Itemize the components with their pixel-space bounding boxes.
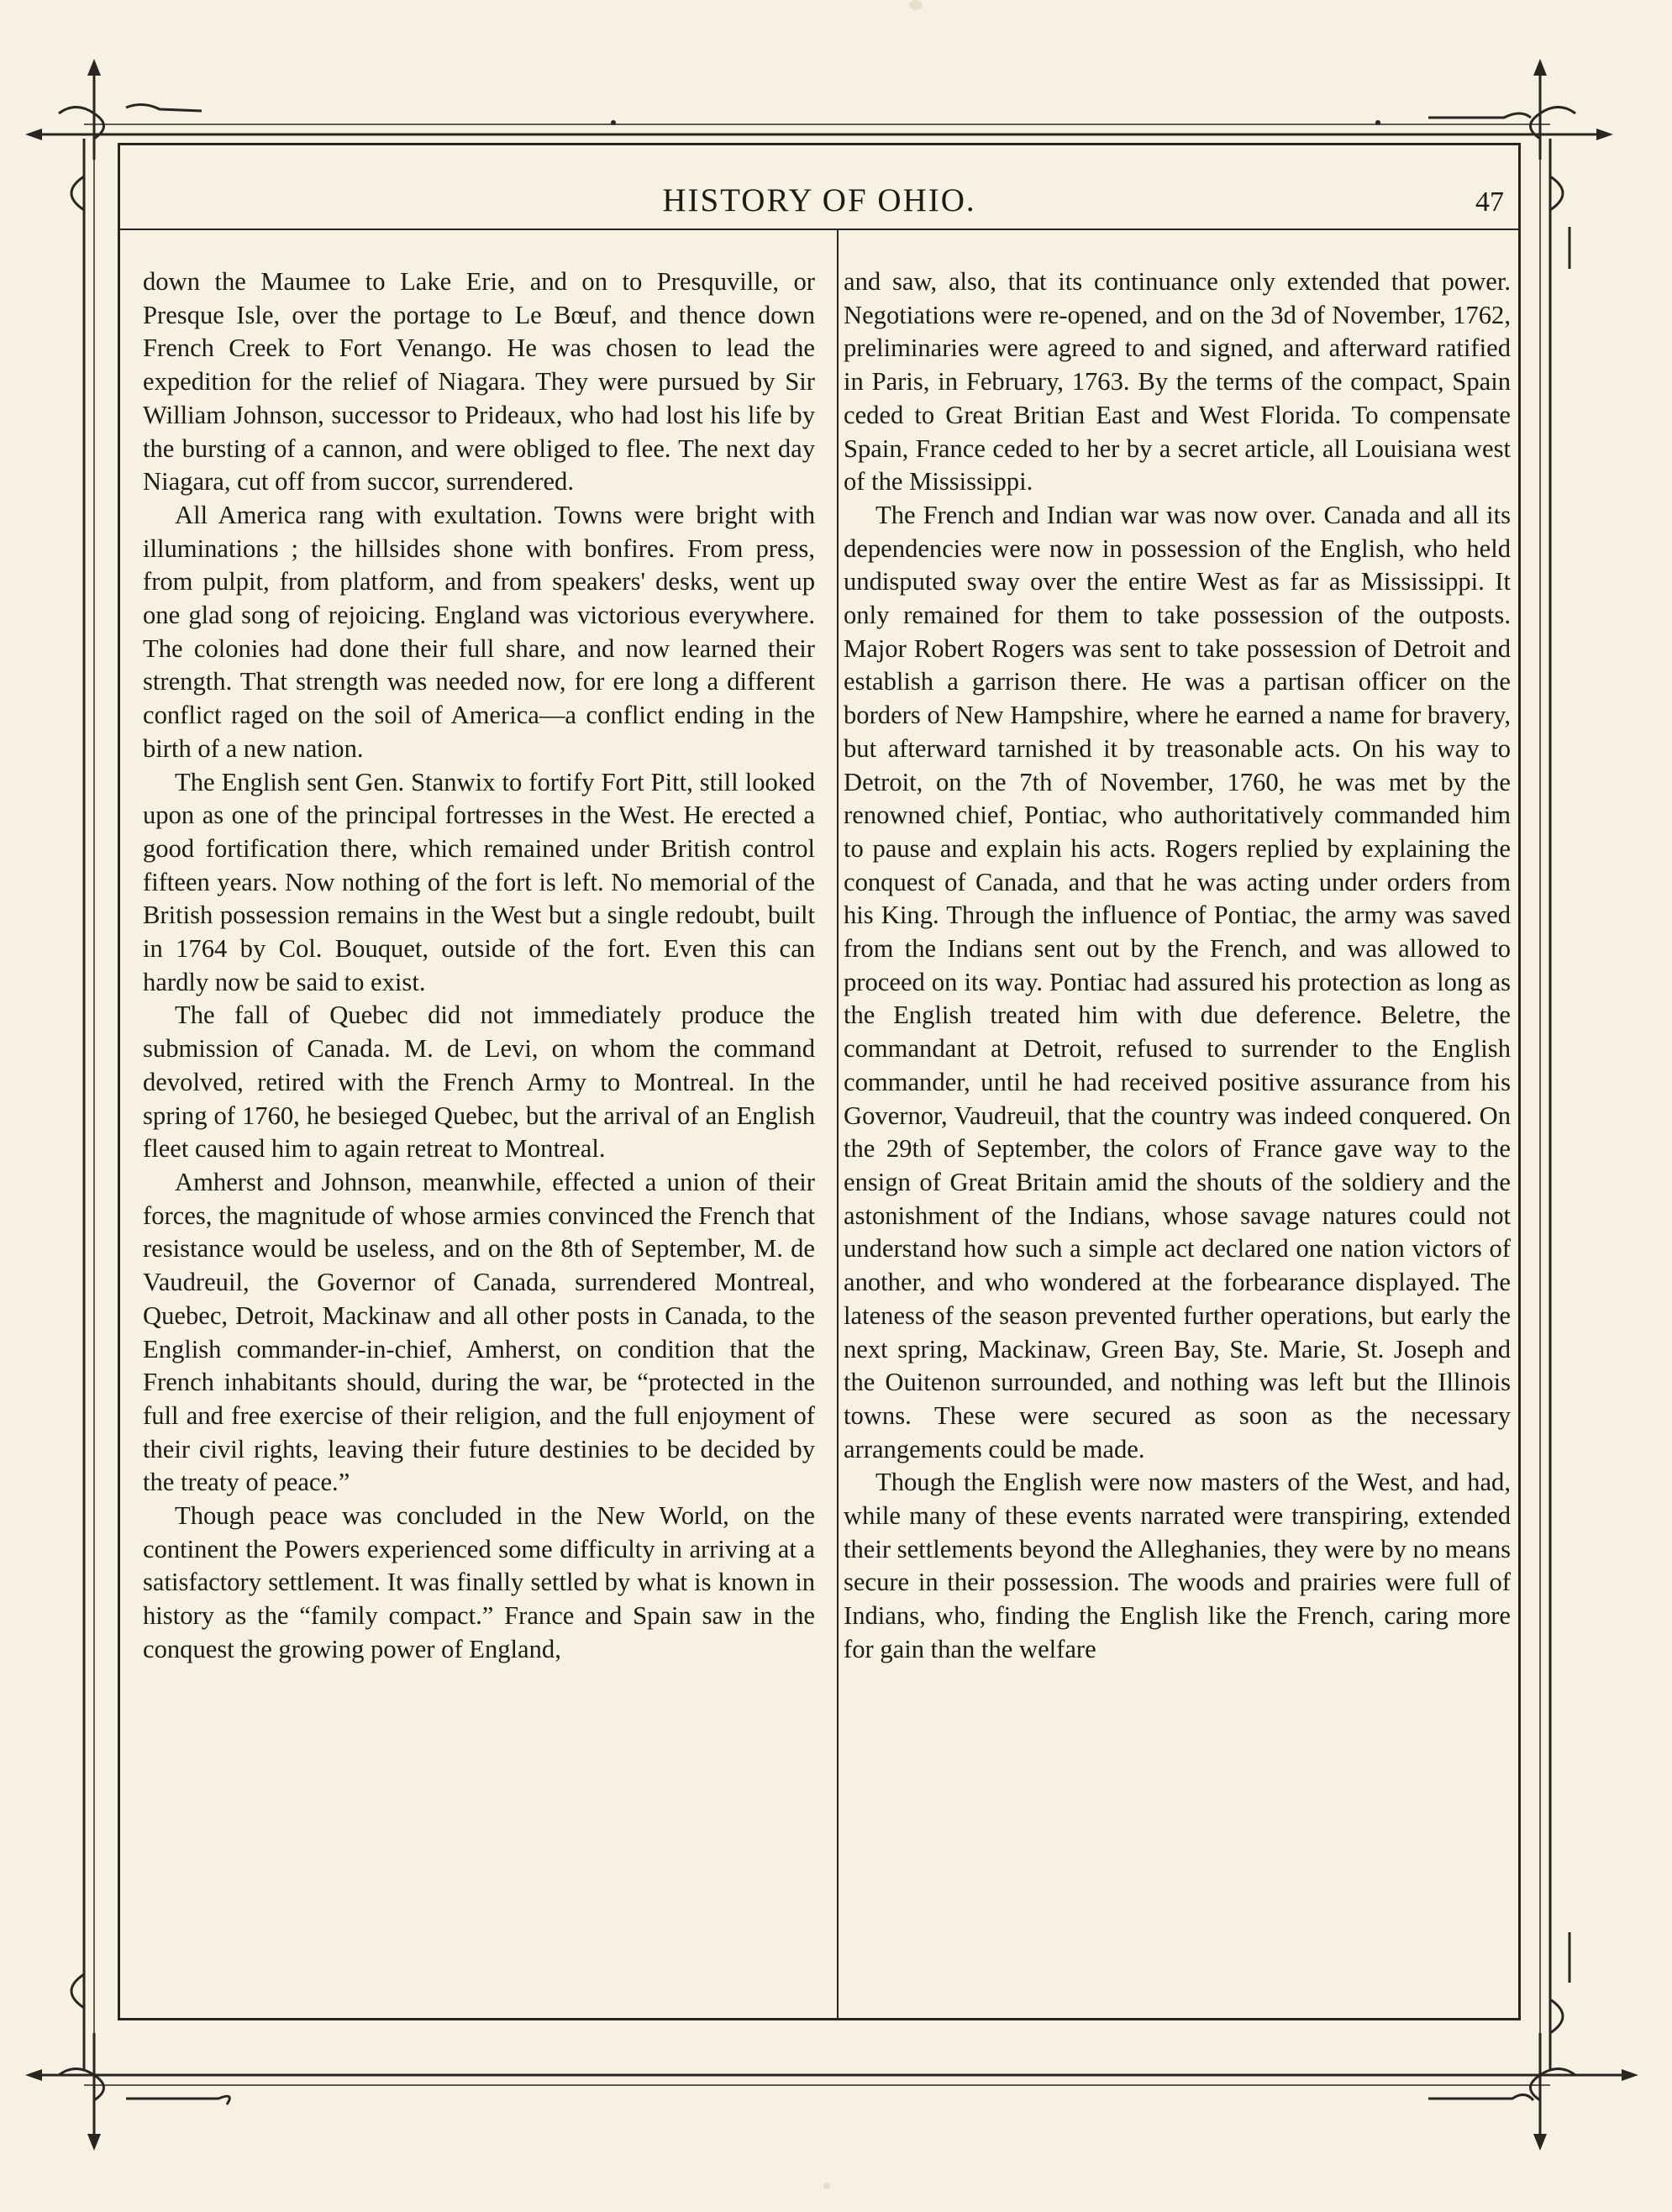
paragraph: The fall of Quebec did not immediately produce the submission of Canada. M. de Levi, on whom the command devolved, retired with the French Army to Montreal. In the spring of 1760, he besieged Quebec, but the arrival of an English fleet caused him to again retreat to Montreal. <box>143 1001 815 1164</box>
left-column <box>143 265 815 1667</box>
running-title: HISTORY OF OHIO. <box>662 182 976 218</box>
header-rule <box>118 229 1521 230</box>
column-divider <box>837 230 839 2018</box>
page-number: 47 <box>1475 187 1504 218</box>
paragraph: and saw, also, that its continuance only extended that power. Negotiations were re-opened, and on the 3d of November, 1762, preliminaries were agreed to and signed, and afterward ratified in Paris, in February, 1763. By the terms of the compact, Spain ceded to Great Britian East and West Florida. To compensate Spain, France ceded to her by a secret article, all Louisiana west of the Mississippi. <box>844 267 1511 497</box>
paper-stain <box>909 0 923 10</box>
paragraph: Though peace was concluded in the New World, on the continent the Powers experienced some difficulty in arriving at a satisfactory settlement. It was finally settled by what is known in history as the “family compact.” France and Spain saw in the conquest the growing power of England, <box>143 1501 815 1663</box>
paper-stain <box>823 2183 830 2189</box>
paragraph: The English sent Gen. Stanwix to fortify Fort Pitt, still looked upon as one of the principal fortresses in the West. He erected a good fortification there, which remained under British control fifteen years. Now nothing of the fort is left. No memorial of the British possession remains in the West but a single redoubt, built in 1764 by Col. Bouquet, outside of the fort. Even this can hardly now be said to exist. <box>143 767 815 996</box>
paragraph: Amherst and Johnson, meanwhile, effected a union of their forces, the magnitude of whose armies convinced the French that resistance would be useless, and on the 8th of September, M. de Vaudreuil, the Governor of Canada, surrendered Montreal, Quebec, Detroit, Mackinaw and all other posts in Canada, to the English commander-in-chief, Amherst, on condition that the French inhabitants should, during the war, be “protected in the full and free exercise of their religion, and the full enjoyment of their civil rights, leaving their future destinies to be decided by the treaty of peace.” <box>143 1167 815 1497</box>
paragraph: Though the English were now masters of the West, and had, while many of these events narrated were transpiring, extended their settlements beyond the Alleghanies, they were by no means secure in their possession. The woods and prairies were full of Indians, who, finding the English like the French, caring more for gain than the welfare <box>844 1468 1511 1663</box>
paragraph: down the Maumee to Lake Erie, and on to Presquville, or Presque Isle, over the portage to Le Bœuf, and thence down French Creek to Fort Venango. He was chosen to lead the expedition for the relief of Niagara. They were pursued by Sir William Johnson, successor to Prideaux, who had lost his life by the bursting of a cannon, and were obliged to flee. The next day Niagara, cut off from succor, surrendered. <box>143 267 815 497</box>
paragraph: The French and Indian war was now over. Canada and all its dependencies were now in possession of the English, who held undisputed sway over the entire West as far as Mississippi. It only remained for them to take possession of the outposts. Major Robert Rogers was sent to take possession of Detroit and establish a garrison there. He was a partisan officer on the borders of New Hampshire, where he earned a name for bravery, but afterward tarnished it by treasonable acts. On his way to Detroit, on the 7th of November, 1760, he was met by the renowned chief, Pontiac, who authoritatively commanded him to pause and explain his acts. Rogers replied by explaining the conquest of Canada, and that he was acting under orders from his King. Through the influence of Pontiac, the army was saved from the Indians sent out by the French, and was allowed to proceed on its way. Pontiac had assured his protection as long as the English treated him with due deference. Beletre, the commandant at Detroit, refused to surrender to the English commander, until he had received positive assurance from his Governor, Vaudreuil, that the country was indeed conquered. On the 29th of September, the colors of France gave way to the ensign of Great Britain amid the shouts of the soldiery and the astonishment of the Indians, whose savage natures could not understand how such a simple act declared one nation victors of another, and who wondered at the forbearance displayed. The lateness of the season prevented further operations, but early the next spring, Mackinaw, Green Bay, Ste. Marie, St. Joseph and the Ouitenon surrounded, and nothing was left but the Illinois towns. These were secured as soon as the necessary arrangements could be made. <box>844 500 1511 1463</box>
right-column <box>844 265 1511 1667</box>
paragraph: All America rang with exultation. Towns were bright with illuminations ; the hillsides shone with bonfires. From press, from pulpit, from platform, and from speakers' desks, went up one glad song of rejoicing. England was victorious everywhere. The colonies had done their full share, and now learned their strength. That strength was needed now, for ere long a different conflict raged on the soil of America—a conflict ending in the birth of a new nation. <box>143 500 815 763</box>
